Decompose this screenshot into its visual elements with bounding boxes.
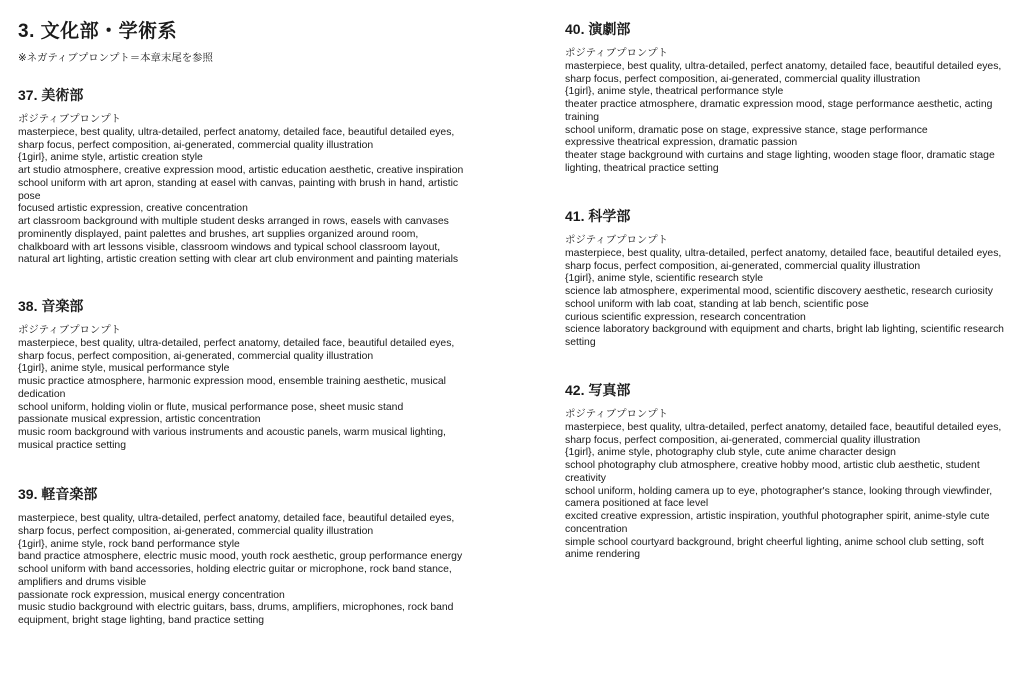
prompt-line: {1girl}, anime style, musical performance style: [18, 363, 230, 375]
positive-prompt-label: ポジティブプロンプト: [565, 409, 669, 420]
prompt-line: {1girl}, anime style, artistic creation style: [18, 152, 203, 164]
left-column: [18, 0, 468, 626]
prompt-line: school uniform, holding camera up to eye, photographer's stance, looking through viewfinder, camera positioned at face level: [565, 485, 993, 510]
section-music-club: [18, 297, 468, 453]
prompt-line: school uniform, holding violin or flute, musical performance pose, sheet music stand: [18, 401, 404, 413]
section-title: 39. 軽音楽部: [18, 486, 98, 502]
prompt-line: simple school courtyard background, bright cheerful lighting, anime school club setting, soft anime rendering: [565, 536, 984, 561]
prompt-line: school uniform with band accessories, holding electric guitar or microphone, rock band stance, amplifiers and drums visible: [18, 564, 452, 588]
prompt-line: science laboratory background with equipment and charts, bright lab lighting, scientific research setting: [565, 324, 1004, 348]
section-title: 42. 写真部: [565, 382, 631, 398]
positive-prompt-label: ポジティブプロンプト: [18, 325, 122, 336]
prompt-line: masterpiece, best quality, ultra-detailed, perfect anatomy, detailed face, beautiful detailed eyes, sharp focus, perfect composition, ai-generated, commercial quality illustration: [18, 126, 455, 151]
prompt-line: school uniform with lab coat, standing at lab bench, scientific pose: [565, 298, 869, 310]
prompt-line: band practice atmosphere, electric music mood, youth rock aesthetic, group performance energy: [18, 551, 463, 563]
positive-prompt-label: ポジティブプロンプト: [565, 48, 669, 59]
prompt-line: masterpiece, best quality, ultra-detailed, perfect anatomy, detailed face, beautiful detailed eyes, sharp focus, perfect composition, ai-generated, commercial quality illustration: [18, 337, 455, 362]
prompt-line: school uniform with art apron, standing at easel with canvas, painting with brush in hand, artistic pose: [18, 177, 459, 202]
prompt-line: music room background with various instruments and acoustic panels, warm musical lighting, musical practice setting: [18, 427, 446, 451]
section-art-club: [18, 86, 468, 267]
prompt-line: curious scientific expression, research concentration: [565, 311, 806, 323]
positive-prompt-label: ポジティブプロンプト: [565, 235, 669, 246]
prompt-line: masterpiece, best quality, ultra-detailed, perfect anatomy, detailed face, beautiful detailed eyes, sharp focus, perfect composition, ai-generated, commercial quality illustration: [565, 60, 1002, 85]
prompt-line: theater practice atmosphere, dramatic expression mood, stage performance aesthetic, acting training: [565, 99, 993, 123]
prompt-line: school photography club atmosphere, creative hobby mood, artistic club aesthetic, student creativity: [565, 460, 980, 484]
prompt-line: {1girl}, anime style, photography club style, cute anime character design: [565, 447, 896, 459]
prompt-line: expressive theatrical expression, dramatic passion: [565, 137, 798, 149]
prompt-line: masterpiece, best quality, ultra-detailed, perfect anatomy, detailed face, beautiful detailed eyes, sharp focus, perfect composition, ai-generated, commercial quality illustration: [565, 421, 1002, 446]
section-light-music-club: [18, 485, 468, 628]
prompt-line: theater stage background with curtains and stage lighting, wooden stage floor, dramatic stage lighting, theatrical practice setting: [565, 150, 995, 174]
prompt-line: art studio atmosphere, creative expression mood, artistic education aesthetic, creative inspiration: [18, 165, 464, 176]
prompt-line: focused artistic expression, creative concentration: [18, 203, 248, 215]
section-title: 37. 美術部: [18, 87, 84, 103]
prompt-line: science lab atmosphere, experimental mood, scientific discovery aesthetic, research curiosity: [565, 286, 993, 297]
prompt-line: {1girl}, anime style, scientific research style: [565, 273, 764, 285]
chapter-note: ※ネガティブプロンプト＝本章末尾を参照: [18, 53, 213, 64]
prompt-line: passionate musical expression, artistic concentration: [18, 414, 261, 426]
prompt-line: music studio background with electric guitars, bass, drums, amplifiers, microphones, rock band equipment, bright stage lighting, band practice setting: [18, 602, 454, 626]
prompt-line: art classroom background with multiple student desks arranged in rows, easels with canvases prominently displayed, paint palettes and brushes, art supplies organized around room, chalkboard with art lessons visible, classroom windows and typical school classroom layout, natural art lighting, artistic creation setting with clear art club environment and painting materials: [18, 216, 459, 266]
prompt-line: masterpiece, best quality, ultra-detailed, perfect anatomy, detailed face, beautiful detailed eyes, sharp focus, perfect composition, ai-generated, commercial quality illustration: [565, 247, 1002, 272]
section-title: 41. 科学部: [565, 208, 631, 224]
prompt-line: masterpiece, best quality, ultra-detailed, perfect anatomy, detailed face, beautiful detailed eyes, sharp focus, perfect composition, ai-generated, commercial quality illustration: [18, 513, 455, 537]
section-drama-club: [565, 20, 1010, 176]
prompt-line: passionate rock expression, musical energy concentration: [18, 589, 285, 601]
chapter-title: 3. 文化部・学術系: [18, 21, 178, 42]
section-title: 40. 演劇部: [565, 21, 631, 37]
prompt-line: {1girl}, anime style, rock band performance style: [18, 538, 240, 550]
positive-prompt-label: ポジティブプロンプト: [18, 114, 122, 125]
prompt-line: excited creative expression, artistic inspiration, youthful photographer spirit, anime-style cute concentration: [565, 511, 990, 535]
prompt-line: music practice atmosphere, harmonic expression mood, ensemble training aesthetic, musical dedication: [18, 376, 446, 400]
prompt-line: {1girl}, anime style, theatrical performance style: [565, 86, 784, 98]
section-title: 38. 音楽部: [18, 298, 84, 314]
section-photography-club: [565, 381, 1010, 562]
section-science-club: [565, 207, 1010, 350]
prompt-line: school uniform, dramatic pose on stage, expressive stance, stage performance: [565, 124, 928, 136]
